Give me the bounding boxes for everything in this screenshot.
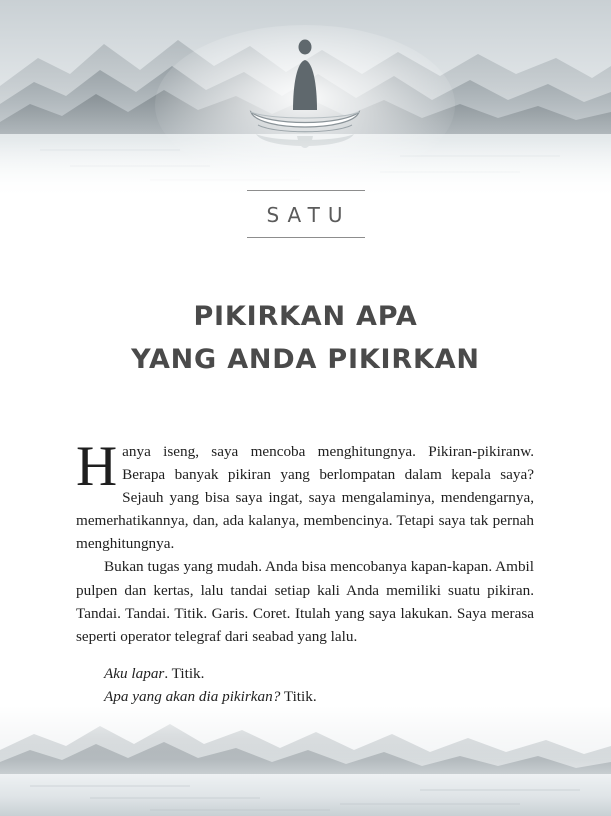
- chapter-title-line-2: YANG ANDA PIKIRKAN: [131, 343, 480, 375]
- quote-line-2: [76, 685, 534, 708]
- paragraph-spacer: [76, 648, 534, 662]
- quote-1-rest: . Titik.: [164, 664, 205, 682]
- quote-2-rest: Titik.: [280, 687, 317, 705]
- rule-bottom: [247, 237, 365, 238]
- page-title: [0, 296, 611, 381]
- body-text: [76, 435, 534, 708]
- chapter-number-block: [0, 190, 611, 238]
- quote-2-italic: Apa yang akan dia pikirkan?: [104, 687, 281, 705]
- paragraph-1: Hanya iseng, saya mencoba menghitungnya. Pikiran-pikiranw. Berapa banyak pikiran yang berlompatan dalam kepala saya? Sejauh yang bisa saya ingat, saya mengalaminya, mendengarnya, memerhatikannya, dan, ada kalanya, membencinya. Tetapi saya tak pernah menghitungnya.: [76, 435, 534, 553]
- quote-line-1: [76, 662, 534, 685]
- chapter-number: SATU: [266, 203, 351, 227]
- paragraph-2: Bukan tugas yang mudah. Anda bisa mencobanya kapan-kapan. Ambil pulpen dan kertas, lalu tandai setiap kali Anda memiliki suatu pikiran. Tandai. Tandai. Titik. Garis. Coret. Itulah yang saya lakukan. Saya merasa seperti operator telegraf dari seabad yang lalu.: [76, 558, 534, 645]
- quote-1-italic: Aku lapar: [104, 664, 165, 682]
- top-illustration: [0, 0, 611, 200]
- bottom-illustration: [0, 706, 611, 816]
- chapter-title-line-1: PIKIRKAN APA: [193, 301, 418, 333]
